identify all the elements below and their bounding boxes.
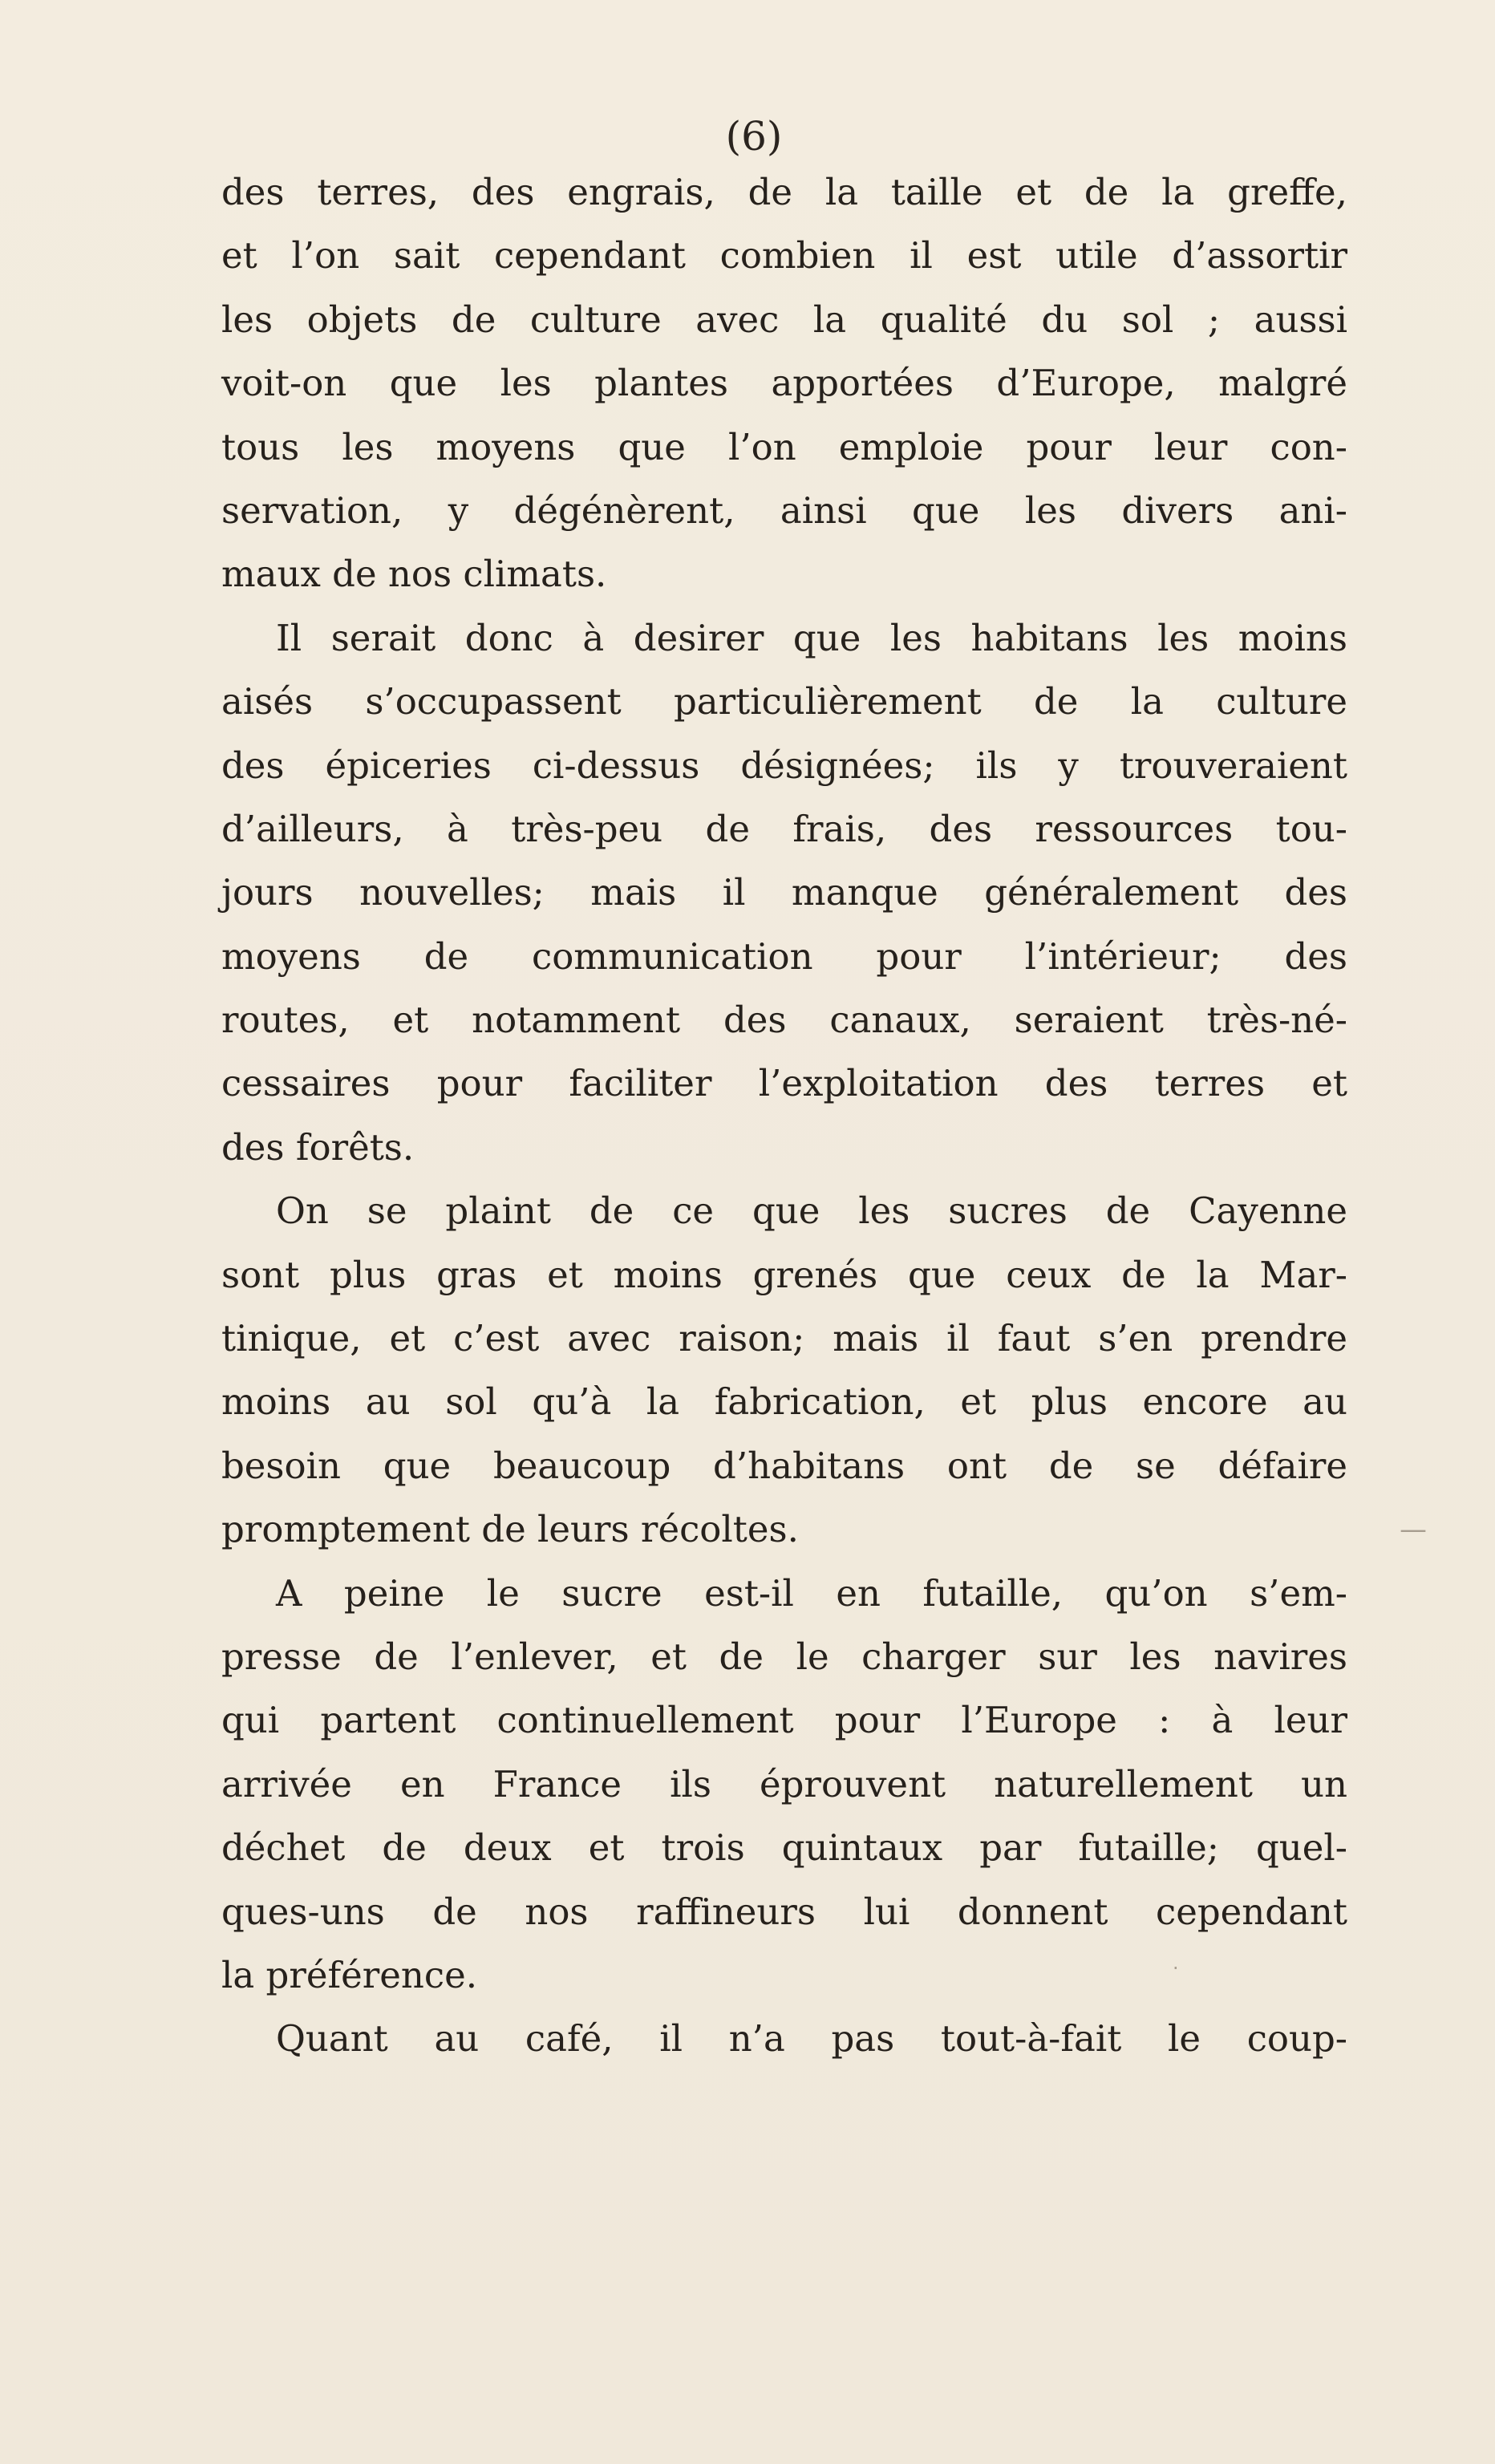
text-line: des forêts. [221, 1125, 415, 1169]
text-line: d’ailleurs, à très-peu de frais, des ressources tou- [221, 807, 1347, 850]
text-line: presse de l’enlever, et de le charger sur les navires [221, 1635, 1347, 1678]
text-line: voit-on que les plantes apportées d’Europe, malgré [221, 362, 1347, 405]
text-line: routes, et notamment des canaux, seraient très-né- [221, 999, 1347, 1042]
text-line: ques-uns de nos raffineurs lui donnent cependant [221, 1890, 1347, 1933]
text-line: et l’on sait cependant combien il est utile d’assortir [221, 234, 1347, 278]
text-line: cessaires pour faciliter l’exploitation des terres et [221, 1062, 1347, 1105]
text-line: besoin que beaucoup d’habitans ont de se défaire [221, 1444, 1347, 1487]
text-line: tinique, et c’est avec raison; mais il faut s’en prendre [221, 1317, 1347, 1360]
page-number: (6) [725, 113, 783, 160]
text-line: arrivée en France ils éprouvent naturellement un [221, 1762, 1347, 1805]
paragraph-start-line: On se plaint de ce que les sucres de Cayenne [276, 1189, 1347, 1233]
text-line: la préférence. [221, 1953, 478, 1996]
text-line: servation, y dégénèrent, ainsi que les divers ani- [221, 488, 1347, 532]
text-line: des terres, des engrais, de la taille et de la greffe, [221, 171, 1347, 213]
text-line: sont plus gras et moins grenés que ceux de la Mar- [221, 1253, 1347, 1296]
text-line: moyens de communication pour l’intérieur; des [221, 934, 1347, 978]
body-text [221, 160, 1347, 2071]
text-line: les objets de culture avec la qualité du sol ; aussi [221, 298, 1347, 341]
text-line: aisés s’occupassent particulièrement de la culture [221, 680, 1347, 723]
text-line: déchet de deux et trois quintaux par futaille; quel- [221, 1826, 1347, 1870]
paragraph-start-line: Il serait donc à desirer que les habitans les moins [276, 616, 1347, 659]
text-line: des épiceries ci-dessus désignées; ils y trouveraient [221, 744, 1347, 787]
paragraph-start-line: Quant au café, il n’a pas tout-à-fait le coup- [276, 2017, 1347, 2061]
paragraph-start-line: A peine le sucre est-il en futaille, qu’on s’em- [276, 1571, 1347, 1615]
text-line: tous les moyens que l’on emploie pour leur con- [221, 425, 1347, 468]
text-line: promptement de leurs récoltes. [221, 1508, 799, 1551]
margin-dash-mark: — [1400, 1514, 1427, 1546]
text-line: moins au sol qu’à la fabrication, et plus encore au [221, 1380, 1347, 1424]
text-line: qui partent continuellement pour l’Europe : à leur [221, 1699, 1347, 1742]
stray-dot-mark: · [1173, 1957, 1179, 1980]
text-line: maux de nos climats. [221, 553, 607, 596]
text-line: jours nouvelles; mais il manque généralement des [221, 871, 1347, 914]
